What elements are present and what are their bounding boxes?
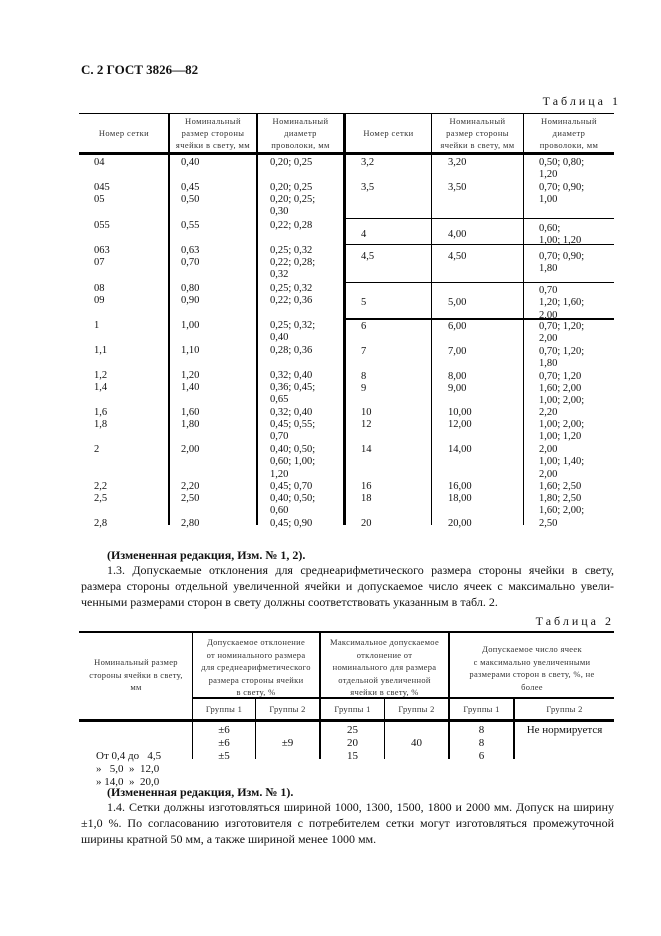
mesh-number: 2 xyxy=(94,444,100,455)
wire-diameter: 1,00; 1,40; xyxy=(539,456,585,468)
mesh-number: 2,2 xyxy=(94,481,108,492)
nominal-size: 3,20 xyxy=(448,157,467,168)
wire-diameter: 0,65 xyxy=(270,394,289,406)
nominal-size: 8,00 xyxy=(448,371,467,382)
wire-diameter: 1,00; 2,00; xyxy=(539,395,585,407)
wire-diameter: 0,30 xyxy=(270,206,289,218)
mesh-number: 1,6 xyxy=(94,407,108,418)
table1-header-diameter-2: Номинальный диаметр проволоки, мм xyxy=(539,116,599,150)
wire-diameter: 0,45; 0,90 xyxy=(270,518,313,529)
mesh-number: 07 xyxy=(94,257,105,268)
mesh-number: 10 xyxy=(361,407,372,418)
wire-diameter: 0,70; 0,90; xyxy=(539,182,585,193)
table2-col-a2: ±9 xyxy=(281,737,294,749)
table2-subheader-b1: Группы 1 xyxy=(334,704,371,714)
table1-header-border xyxy=(79,152,614,155)
wire-diameter: 0,32 xyxy=(270,269,289,281)
mesh-number: 12 xyxy=(361,419,372,430)
wire-diameter: 0,70; 1,20 xyxy=(539,371,582,382)
wire-diameter: 0,25; 0,32 xyxy=(270,245,313,256)
nominal-size: 12,00 xyxy=(448,419,472,430)
wire-diameter: 0,25; 0,32; xyxy=(270,320,316,331)
table1-row-sep xyxy=(345,218,614,219)
mesh-number: 6 xyxy=(361,321,367,332)
table2-subheader-c1: Группы 1 xyxy=(463,704,500,714)
mesh-number: 1,8 xyxy=(94,419,108,430)
table1-header-diameter: Номинальный диаметр проволоки, мм xyxy=(271,116,330,150)
mesh-number: 3,2 xyxy=(361,157,375,168)
wire-diameter: 1,80 xyxy=(539,358,558,370)
wire-diameter: 2,20 xyxy=(539,407,558,418)
nominal-size: 20,00 xyxy=(448,518,472,529)
mesh-number: 1,1 xyxy=(94,345,108,356)
wire-diameter: 0,40; 0,50; xyxy=(270,444,316,455)
nominal-size: 2,50 xyxy=(181,493,200,504)
table2-col-a1: ±6 ±6 ±5 xyxy=(218,724,230,762)
table1-row-sep xyxy=(345,318,614,320)
table2-top-border xyxy=(79,631,614,633)
mesh-number: 9 xyxy=(361,383,367,394)
table2-col-b1: 25 20 15 xyxy=(347,724,358,762)
table2-header-max-deviation: Максимальное допускаемое отклонение от номинального для размера отдельной увеличенной ячейки в свету, % xyxy=(329,637,440,697)
nominal-size: 0,80 xyxy=(181,283,200,294)
nominal-size: 0,70 xyxy=(181,257,200,268)
nominal-size: 1,00 xyxy=(181,320,200,331)
mesh-number: 09 xyxy=(94,295,105,306)
nominal-size: 1,80 xyxy=(181,419,200,430)
wire-diameter: 0,70; 1,20; xyxy=(539,346,585,357)
wire-diameter: 0,70; 0,90; xyxy=(539,251,585,262)
table2-header-mean-deviation: Допускаемое отклонение от номинального размера для среднеарифметического размера стороны ячейки в свету, % xyxy=(201,637,311,697)
wire-diameter: 0,60; 1,00; xyxy=(270,456,316,468)
page-header: С. 2 ГОСТ 3826—82 xyxy=(81,62,199,77)
nominal-size: 0,90 xyxy=(181,295,200,306)
mesh-number: 1,4 xyxy=(94,382,108,393)
nominal-size: 0,50 xyxy=(181,194,200,205)
wire-diameter: 0,60 xyxy=(270,505,289,517)
paragraph-1-3: 1.3. Допускаемые отклонения для среднеарифметического размера стороны ячейки в свету, размера стороны отдельной увеличенной ячейки и допускаемое число ячеек с максимально увели- ченными размерами сторон в свету должны соответствовать указанным в табл. 2. xyxy=(81,563,614,609)
nominal-size: 5,00 xyxy=(448,297,467,308)
nominal-size: 4,50 xyxy=(448,251,467,262)
wire-diameter: 0,28; 0,36 xyxy=(270,345,313,356)
mesh-number: 2,5 xyxy=(94,493,108,504)
nominal-size: 1,40 xyxy=(181,382,200,393)
wire-diameter: 0,70 xyxy=(539,285,558,296)
mesh-number: 8 xyxy=(361,371,367,382)
wire-diameter: 1,00 xyxy=(539,194,558,206)
wire-diameter: 1,60; 2,00 xyxy=(539,383,582,394)
mesh-number: 055 xyxy=(94,220,110,231)
mesh-number: 4,5 xyxy=(361,251,375,262)
wire-diameter: 1,20; 1,60; xyxy=(539,297,585,309)
mesh-number: 5 xyxy=(361,297,367,308)
mesh-number: 04 xyxy=(94,157,105,168)
mesh-number: 1,2 xyxy=(94,370,108,381)
mesh-number: 08 xyxy=(94,283,105,294)
mesh-number: 7 xyxy=(361,346,367,357)
table2-col-b2: 40 xyxy=(411,737,422,749)
table2-subheader-c2: Группы 2 xyxy=(546,704,583,714)
wire-diameter: 0,22; 0,28; xyxy=(270,257,316,268)
table1-col-sep xyxy=(168,113,170,525)
nominal-size: 2,00 xyxy=(181,444,200,455)
wire-diameter: 0,40 xyxy=(270,332,289,344)
table1-caption: Таблица 1 xyxy=(542,94,621,108)
wire-diameter: 1,20 xyxy=(539,169,558,181)
nominal-size: 10,00 xyxy=(448,407,472,418)
wire-diameter: 0,60; xyxy=(539,223,561,234)
nominal-size: 6,00 xyxy=(448,321,467,332)
mesh-number: 2,8 xyxy=(94,518,108,529)
nominal-size: 7,00 xyxy=(448,346,467,357)
wire-diameter: 0,22; 0,36 xyxy=(270,295,313,306)
paragraph-1-4: 1.4. Сетки должны изготовляться шириной 1000, 1300, 1500, 1800 и 2000 мм. Допуск на ширину ±1,0 %. По согласованию изготовителя с потребителем сетки могут изготовляться промежуточной ширины кратной 50 мм, а также шириной менее 1000 мм. xyxy=(81,800,614,846)
mesh-number: 1 xyxy=(94,320,100,331)
wire-diameter: 2,00 xyxy=(539,468,558,480)
wire-diameter: 0,20; 0,25 xyxy=(270,157,313,168)
nominal-size: 0,55 xyxy=(181,220,200,231)
nominal-size: 18,00 xyxy=(448,493,472,504)
wire-diameter: 0,20; 0,25; xyxy=(270,194,316,205)
wire-diameter: 1,00; 2,00; xyxy=(539,419,585,430)
table1-col-sep xyxy=(256,113,258,525)
nominal-size: 1,10 xyxy=(181,345,200,356)
mesh-number: 16 xyxy=(361,481,372,492)
mesh-number: 20 xyxy=(361,518,372,529)
mesh-number: 18 xyxy=(361,493,372,504)
nominal-size: 9,00 xyxy=(448,383,467,394)
wire-diameter: 0,40; 0,50; xyxy=(270,493,316,504)
wire-diameter: 0,70; 1,20; xyxy=(539,321,585,332)
wire-diameter: 1,00; 1,20 xyxy=(539,235,582,247)
wire-diameter: 2,00 xyxy=(539,309,558,321)
nominal-size: 4,00 xyxy=(448,229,467,240)
wire-diameter: 1,80; 2,50 xyxy=(539,493,582,504)
wire-diameter: 0,50; 0,80; xyxy=(539,157,585,168)
nominal-size: 1,20 xyxy=(181,370,200,381)
nominal-size: 2,80 xyxy=(181,518,200,529)
nominal-size: 1,60 xyxy=(181,407,200,418)
mesh-number: 05 xyxy=(94,194,105,205)
table2-subheader-b2: Группы 2 xyxy=(398,704,435,714)
table2-caption: Таблица 2 xyxy=(535,614,614,628)
wire-diameter: 0,22; 0,28 xyxy=(270,220,313,231)
table1-header-size: Номинальный размер стороны ячейки в свету, мм xyxy=(175,116,251,150)
amendment-note-1: (Измененная редакция, Изм. № 1, 2). xyxy=(107,548,306,562)
nominal-size: 2,20 xyxy=(181,481,200,492)
table1-header-size-2: Номинальный размер стороны ячейки в свету, мм xyxy=(440,116,515,150)
wire-diameter: 0,45; 0,70 xyxy=(270,481,313,492)
mesh-number: 4 xyxy=(361,229,367,240)
table1-header-number: Номер сетки xyxy=(98,128,150,138)
table2-subheader-a1: Группы 1 xyxy=(205,704,243,714)
table1-top-border xyxy=(79,113,614,114)
table2-subheader-a2: Группы 2 xyxy=(269,704,306,714)
wire-diameter: 0,45; 0,55; xyxy=(270,419,316,430)
wire-diameter: 0,20; 0,25 xyxy=(270,182,313,193)
table2-header-allowed-count: Допускаемое число ячеек с максимально увеличенными размерами сторон в свету, %, не более xyxy=(469,644,595,692)
nominal-size: 0,40 xyxy=(181,157,200,168)
mesh-number: 045 xyxy=(94,182,110,193)
wire-diameter: 0,36; 0,45; xyxy=(270,382,316,393)
wire-diameter: 0,70 xyxy=(270,431,289,443)
table2-header-border xyxy=(79,719,614,722)
wire-diameter: 2,50 xyxy=(539,518,558,529)
wire-diameter: 1,80 xyxy=(539,263,558,275)
wire-diameter: 2,00 xyxy=(539,333,558,345)
nominal-size: 16,00 xyxy=(448,481,472,492)
table2-ranges: От 0,4 до 4,5 » 5,0 » 12,0 » 14,0 » 20,0 xyxy=(96,750,162,788)
table2-col-c1: 8 8 6 xyxy=(478,724,485,762)
wire-diameter: 1,00; 1,20 xyxy=(539,431,582,443)
wire-diameter: 1,60; 2,50 xyxy=(539,481,582,492)
amendment-note-2: (Измененная редакция, Изм. № 1). xyxy=(107,785,294,799)
nominal-size: 0,45 xyxy=(181,182,200,193)
mesh-number: 063 xyxy=(94,245,110,256)
wire-diameter: 0,32; 0,40 xyxy=(270,407,313,418)
mesh-number: 3,5 xyxy=(361,182,375,193)
table2-header-nominal-size: Номинальный размер стороны ячейки в свету, мм xyxy=(89,657,183,692)
wire-diameter: 1,60; 2,00; xyxy=(539,505,585,517)
table2-col-c2: Не нормируется xyxy=(526,724,603,736)
wire-diameter: 2,00 xyxy=(539,444,558,455)
wire-diameter: 0,32; 0,40 xyxy=(270,370,313,381)
wire-diameter: 0,25; 0,32 xyxy=(270,283,313,294)
nominal-size: 14,00 xyxy=(448,444,472,455)
table1-header-number-2: Номер сетки xyxy=(363,128,414,138)
table1-row-sep xyxy=(345,282,614,283)
nominal-size: 3,50 xyxy=(448,182,467,193)
mesh-number: 14 xyxy=(361,444,372,455)
wire-diameter: 1,20 xyxy=(270,468,289,480)
nominal-size: 0,63 xyxy=(181,245,200,256)
